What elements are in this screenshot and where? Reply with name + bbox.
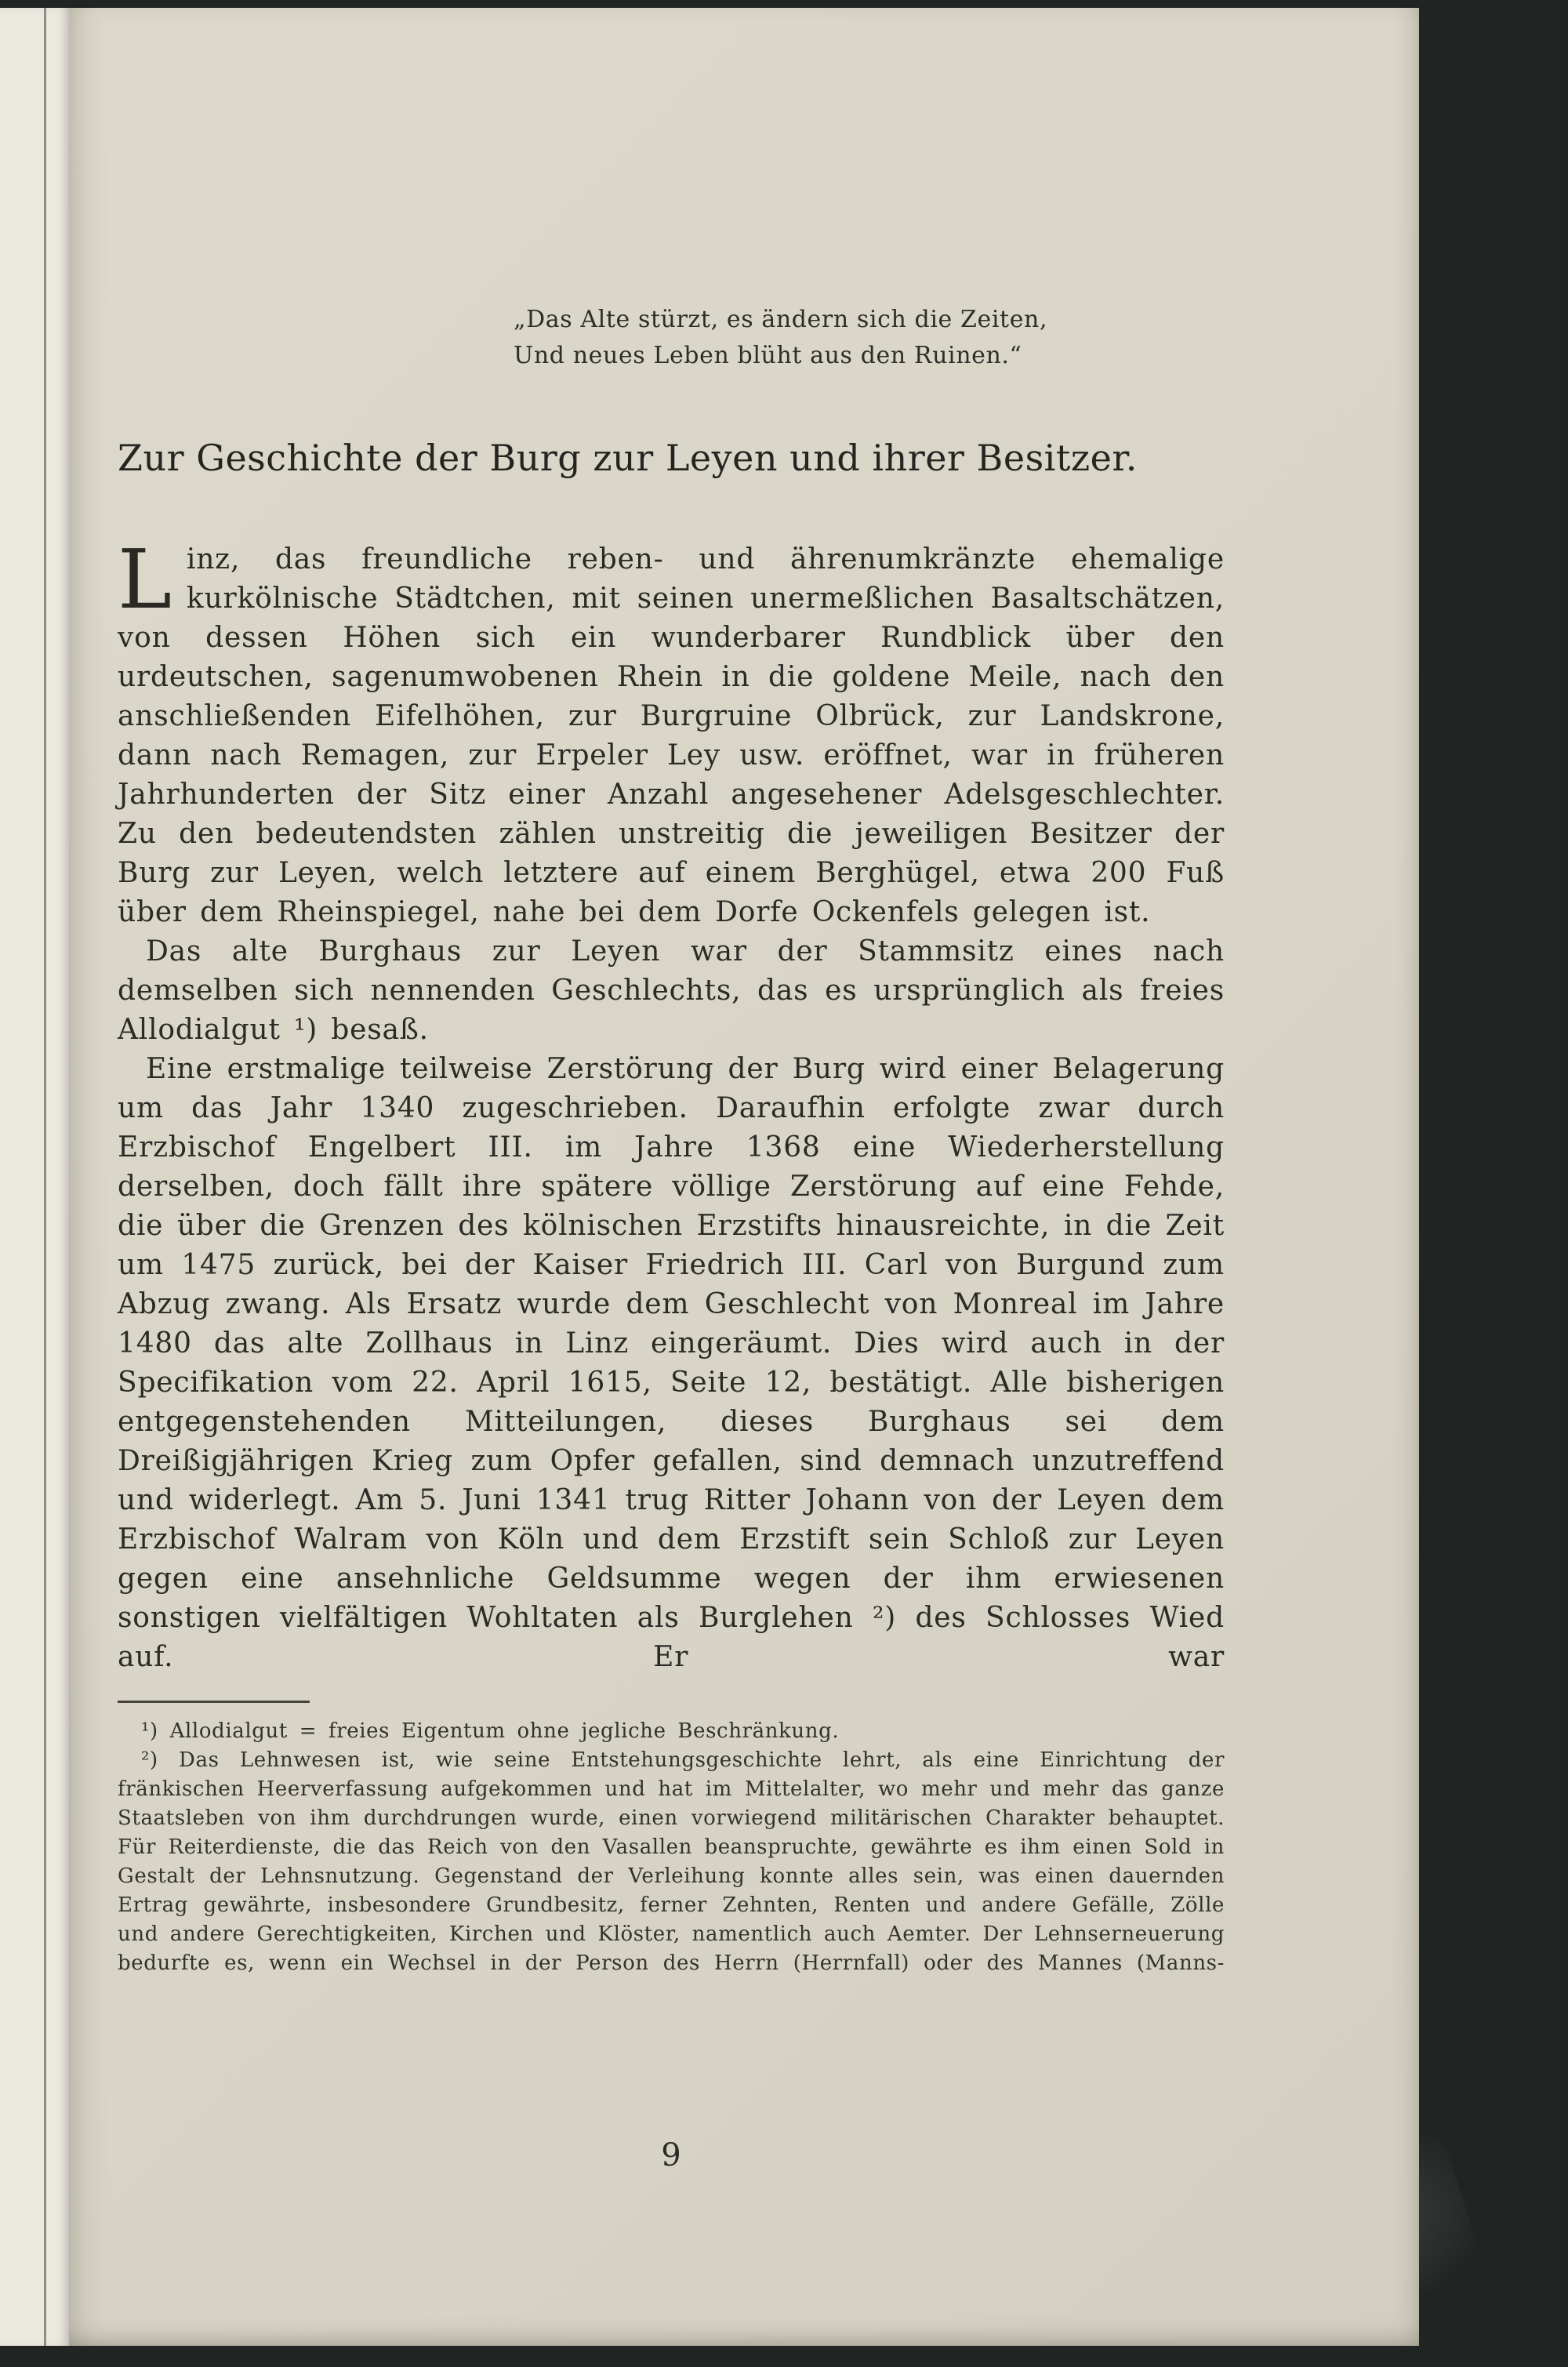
footnote-rule xyxy=(118,1701,310,1703)
chapter-title: Zur Geschichte der Burg zur Leyen und ihrer Besitzer. xyxy=(118,437,1138,479)
gutter-fold-line xyxy=(44,8,46,2346)
book-page xyxy=(69,8,1419,2346)
paragraph-1 xyxy=(118,532,1225,932)
epigraph-line-1: „Das Alte stürzt, es ändern sich die Zeiten, xyxy=(514,306,1048,333)
paragraph-2: Das alte Burghaus zur Leyen war der Stammsitz eines nach demselben sich nennenden Geschlechts, das es ursprünglich als freies Allodialgut ¹) besaß. xyxy=(118,935,1225,1046)
paragraph-3: Eine erstmalige teilweise Zerstörung der Burg wird einer Belagerung um das Jahr 1340 zugeschrieben. Daraufhin erfolgte zwar durch Erzbischof Engelbert III. im Jahre 1368 eine Wiederherstellung derselben, doch fällt ihre spätere völlige Zerstörung auf eine Fehde, die über die Grenzen des kölnischen Erzstifts hinausreichte, in die Zeit um 1475 zurück, bei der Kaiser Friedrich III. Carl von Burgund zum Abzug zwang. Als Ersatz wurde dem Geschlecht von Monreal im Jahre 1480 das alte Zollhaus in Linz eingeräumt. Dies wird auch in der Specifikation vom 22. April 1615, Seite 12, bestätigt. Alle bisherigen entgegenstehenden Mitteilungen, dieses Burghaus sei dem Dreißigjährigen Krieg zum Opfer gefallen, sind demnach unzutreffend und widerlegt. Am 5. Juni 1341 trug Ritter Johann von der Leyen dem Erzbischof Walram von Köln und dem Erzstift sein Schloß zur Leyen gegen eine ansehnliche Geldsumme wegen der ihm erwiesenen sonstigen vielfältigen Wohltaten als Burglehen ²) des Schlosses Wied auf. Er war xyxy=(118,1053,1225,1673)
epigraph-line-2: Und neues Leben blüht aus den Ruinen.“ xyxy=(514,342,1022,369)
footnote-2: ²) Das Lehnwesen ist, wie seine Entstehungsgeschichte lehrt, als eine Einrichtung der fränkischen Heerverfassung aufgekommen und hat im Mittelalter, wo mehr und mehr das ganze Staatsleben von ihm durchdrungen wurde, einen vorwiegend militärischen Charakter behauptet. Für Reiterdienste, die das Reich von den Vasallen beanspruchte, gewährte es ihm einen Sold in Gestalt der Lehnsnutzung. Gegenstand der Verleihung konnte alles sein, was einen dauernden Ertrag gewährte, insbesondere Grundbesitz, ferner Zehnten, Renten und andere Gefälle, Zölle und andere Gerechtigkeiten, Kirchen und Klöster, namentlich auch Aemter. Der Lehnserneuerung bedurfte es, wenn ein Wechsel in der Person des Herrn (Herrnfall) oder des Mannes (Manns- xyxy=(118,1748,1225,1975)
gutter-strip xyxy=(0,8,69,2346)
epigraph xyxy=(514,302,1225,374)
footnote-1: ¹) Allodialgut = freies Eigentum ohne jegliche Beschränkung. xyxy=(141,1719,840,1743)
page-number: 9 xyxy=(661,2137,681,2173)
drop-cap: L xyxy=(118,532,172,627)
page-content xyxy=(118,8,1225,2346)
paragraph-1-text: inz, das freundliche reben- und ährenumkränzte ehemalige kurkölnische Städtchen, mit seinen unermeßlichen Basaltschätzen, von dessen Höhen sich ein wunderbarer Rundblick über den urdeutschen, sagenumwobenen Rhein in die goldene Meile, nach den anschließenden Eifelhöhen, zur Burgruine Olbrück, zur Landskrone, dann nach Remagen, zur Erpeler Ley usw. eröffnet, war in früheren Jahrhunderten der Sitz einer Anzahl angesehener Adelsgeschlechter. Zu den bedeutendsten zählen unstreitig die jeweiligen Besitzer der Burg zur Leyen, welch letztere auf einem Berghügel, etwa 200 Fuß über dem Rheinspiegel, nahe bei dem Dorfe Ockenfels gelegen ist. xyxy=(118,543,1225,928)
